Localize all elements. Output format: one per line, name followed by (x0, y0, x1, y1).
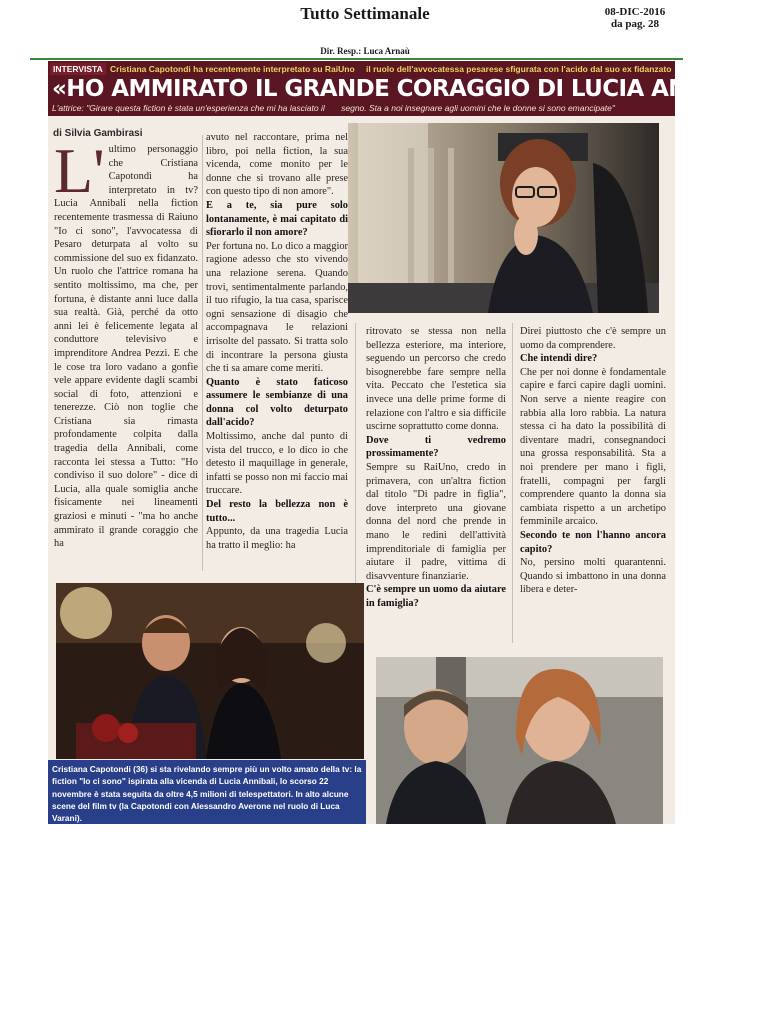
deck-left: L'attrice: "Girare questa fiction è stata un'esperienza che mi ha lasciato il (52, 103, 325, 113)
question-2: Quanto è stato faticoso assumere le sembianze di una donna col volto deturpato dall'acido? (206, 376, 348, 429)
page-reference: da pag. 28 (611, 18, 659, 30)
col3-intro: ritrovato se stessa non nella bellezza esteriore, ma interiore, seguendo un percorso che credo bisognerebbe fare sempre nella vita. Peccato che l'estetica sia invece una delle prime forme di relazione con l'altro e sia difficile uscirne soprattutto come donna. (366, 326, 506, 433)
top-line-left: Cristiana Capotondi ha recentemente interpretato su RaiUno (110, 64, 355, 74)
column-3 (366, 325, 506, 645)
answer-4: Sempre su RaiUno, credo in primavera, con un'altra fiction dal titolo "Di padre in figlia", dove interpreto una giovane donna del nord che prende in mano le redini dell'attività imprenditoriale di famiglia per aiutare il padre, vittima di disavventure finanziarie. (366, 461, 506, 582)
photo-scene-couple (56, 583, 364, 759)
answer-7: No, persino molti quarantenni. Quando si imbattono in una donna libera e deter- (520, 557, 666, 596)
answer-2: Moltissimo, anche dal punto di vista del trucco, e lo dico io che detesto il maquillage in generale, infatti se posso non mi faccio mai truccare. (206, 431, 348, 497)
col4-intro: Direi piuttosto che c'è sempre un uomo da comprendere. (520, 326, 666, 351)
answer-6: Che per noi donne è fondamentale capire e farci capire dagli uomini. Non serve a niente reagire con rabbia alla loro rabbia. La natura stessa ci ha dato la possibilità di diventare madri, consegnandoci una grossa responsabilità. Sta a noi prendere per mano i figli, fratelli, compagni per fargli comprendere quanto la donna sia cambiata rispetto a un archetipo femminile arcaico. (520, 366, 666, 528)
director-line: Dir. Resp.: Luca Arnaù (320, 46, 410, 56)
col2-intro: avuto nel raccontare, prima nel libro, poi nella fiction, la sua vicenda, come monito per le donne che si trovano alle prese con questo tipo di non amore". (206, 132, 348, 198)
publication-title: Tutto Settimanale (300, 4, 430, 23)
column-2 (206, 131, 348, 573)
question-4: Dove ti vedremo prossimamente? (366, 434, 506, 460)
col1-text: ultimo personaggio che Cristiana Capotondi ha interpretato in tv? Lucia Annibali nella fiction recentemente trasmessa di Raiuno "Io ci sono", l'avvocatessa di Pesaro deturpata al volto su commissione del suo ex fidanzato. Un ruolo che l'attrice romana ha sentito moltissimo, ma che, per fortuna, è distante anni luce dalla sua realtà. Già, perché da otto anni lei è felicemente legata al conduttore televisivo e imprenditore Andrea Pezzi. E che le cose tra loro vadano a gonfie vele appare evidente dagli scambi social di foto, attenzioni e tenerezze. Ciò non toglie che Cristiana sia rimasta profondamente colpita dalla tragedia della Annibali, come racconta lei stessa a Tutto: "Ho condiviso il suo dolore" - dice di Lucia, alla quale somiglia anche fisicamente nei lineamenti graziosi e minuti - "ma ho anche ammirato il grande coraggio che ha (54, 144, 198, 550)
deck (52, 103, 672, 114)
question-5: C'è sempre un uomo da aiutare in famiglia? (366, 584, 506, 609)
photo-scene-averone (376, 657, 663, 824)
header-divider (30, 58, 683, 60)
photo-caption: Cristiana Capotondi (36) si sta rivelando sempre più un volto amato della tv: la fiction "Io ci sono" ispirata alla vicenda di Lucia Annibali, lo scorso 22 novembre è stata seguita da oltre 4,5 milioni di telespettatori. In alto alcune scene del film tv (la Capotondi con Alessandro Averone nel ruolo di Luca Varani). (48, 760, 366, 824)
answer-3: Appunto, da una tragedia Lucia ha tratto il meglio: ha (206, 526, 348, 551)
deck-right: segno. Sta a noi insegnare agli uomini che le donne si sono emancipate" (341, 103, 615, 113)
dropcap: L' (54, 135, 105, 206)
question-1: E a te, sia pure solo lontanamente, è mai capitato di sfiorarlo il non amore? (206, 199, 348, 239)
article-clipping (48, 61, 784, 824)
question-3: Del resto la bellezza non è tutto... (206, 499, 348, 524)
headline: «HO AMMIRATO IL GRANDE CORAGGIO DI LUCIA ANNIBALI» (52, 76, 784, 102)
answer-1: Per fortuna no. Lo dico a maggior ragione adesso che sto vivendo una relazione serena. Quando trovi, sentimentalmente parlando, il tuo rifugio, la tua casa, sparisce ogni sensazione di disagio che accompagnava le relazioni irrisolte del passato. Si tratta solo di incontrare la persona giusta che ti sa amare come meriti. (206, 240, 348, 375)
photo-actress-glasses (348, 123, 659, 313)
clipping-date-block (580, 6, 690, 30)
kicker-label: INTERVISTA (50, 63, 106, 75)
clipping-date: 08-DIC-2016 (604, 6, 666, 18)
column-4 (520, 325, 666, 645)
top-line-right: il ruolo dell'avvocatessa pesarese sfigurata con l'acido dal suo ex fidanzato (366, 64, 672, 74)
question-7: Secondo te non l'hanno ancora capito? (520, 529, 666, 555)
headline-bar (48, 61, 784, 116)
column-divider (512, 323, 513, 643)
column-1 (54, 135, 198, 571)
byline: di Silvia Gambirasi (53, 128, 143, 139)
column-divider (202, 135, 203, 571)
question-6: Che intendi dire? (520, 353, 598, 365)
